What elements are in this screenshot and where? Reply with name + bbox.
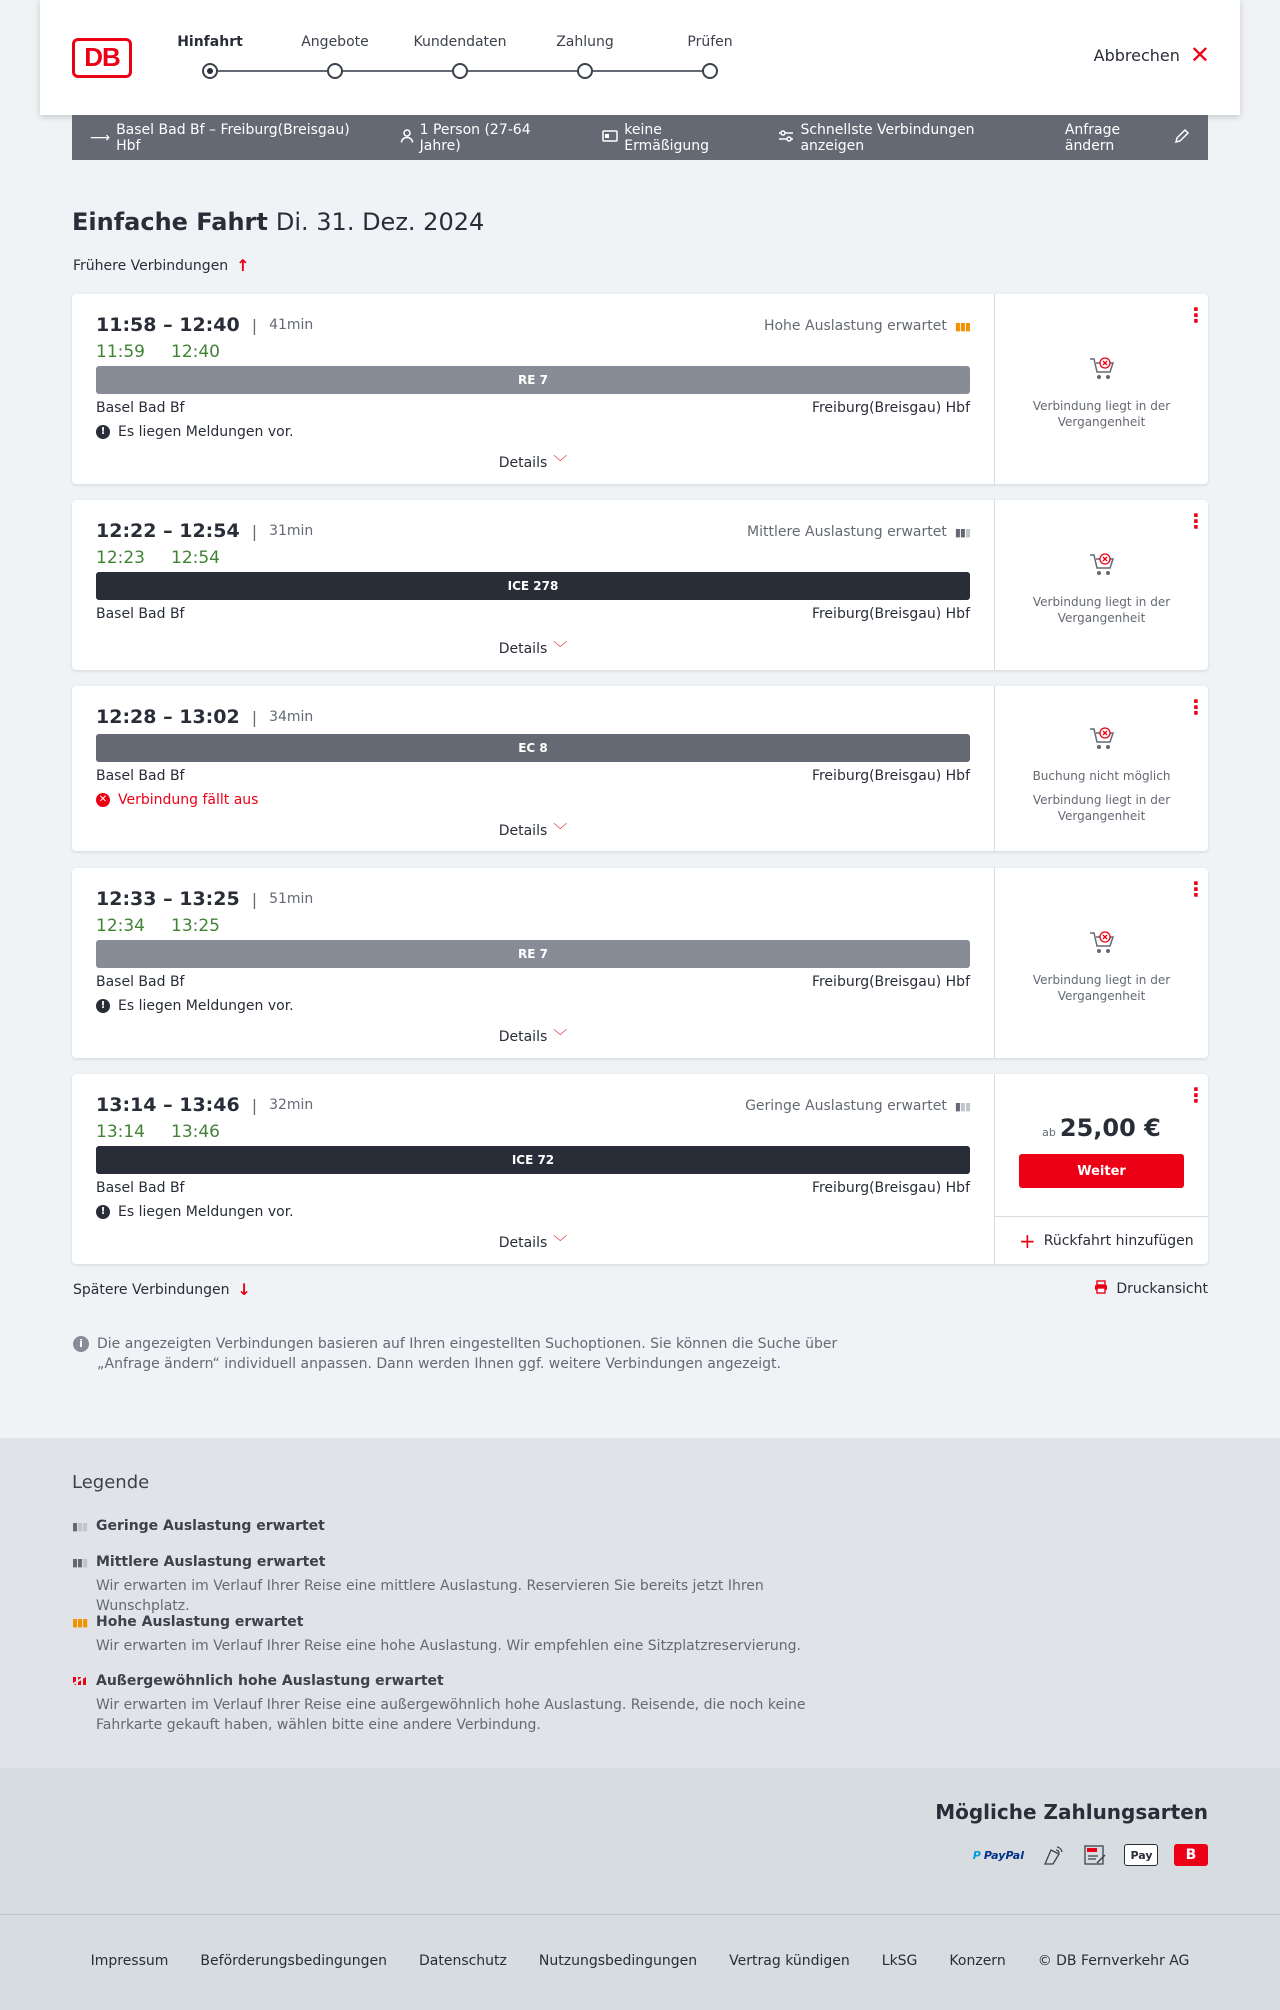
chevron-down-icon: ﹀: [553, 823, 568, 839]
duration: 51min: [269, 891, 314, 907]
paypal-p-icon: P: [972, 1848, 981, 1862]
payment-methods-section: [0, 1768, 1280, 1914]
booking-panel: [994, 686, 1208, 851]
page-title: [72, 208, 484, 236]
notice-text: Es liegen Meldungen vor.: [118, 424, 294, 440]
details-label: Details: [498, 455, 548, 471]
price-value: 25,00 €: [1059, 1114, 1161, 1142]
notice-text: Es liegen Meldungen vor.: [118, 998, 294, 1014]
cancel-button[interactable]: [1093, 41, 1210, 69]
separator: |: [251, 707, 258, 727]
separator: |: [251, 315, 258, 335]
step-label: Hinfahrt: [177, 34, 243, 50]
price-display: [995, 1114, 1208, 1142]
discount-info: [602, 122, 744, 154]
realtime-departure: 12:23: [96, 548, 145, 568]
step-dot: [202, 63, 218, 79]
duration: 34min: [269, 709, 314, 725]
realtime-times: [96, 342, 246, 362]
time-dash: –: [156, 706, 180, 728]
more-options-icon[interactable]: ⋮: [1186, 877, 1206, 901]
time-dash: –: [156, 1094, 180, 1116]
arrival-time: 12:40: [179, 314, 240, 336]
legend-title: Legende: [72, 1472, 150, 1493]
unavailable-box: [995, 726, 1208, 824]
step-hinfahrt: [150, 34, 270, 54]
arrow-up-icon: ↑: [236, 256, 250, 275]
legend-item-heading: [72, 1518, 325, 1534]
legend-item-desc: Wir erwarten im Verlauf Ihrer Reise eine außergewöhnlich hohe Auslastung. Reisende, die noch keine Fahrkarte gekauft haben, wählen bitte eine andere Verbindung.: [96, 1697, 806, 1733]
booking-panel: [994, 294, 1208, 484]
details-toggle[interactable]: [72, 820, 994, 840]
low-occupancy-icon: ▮▮▮: [72, 1519, 88, 1533]
scheduled-times: [96, 706, 313, 728]
legend-item-heading: [72, 1673, 852, 1689]
connection-info: [72, 294, 994, 484]
booking-panel: [994, 1074, 1208, 1264]
duration: 32min: [269, 1097, 314, 1113]
footer-link-datenschutz[interactable]: Datenschutz: [418, 1953, 507, 1969]
details-toggle[interactable]: [72, 452, 994, 472]
booking-header: [40, 0, 1240, 115]
later-label: Spätere Verbindungen: [73, 1281, 230, 1298]
step-dot: [702, 63, 718, 79]
card-icon: [602, 130, 618, 146]
copyright: © DB Fernverkehr AG: [1037, 1953, 1190, 1969]
departure-time: 12:28: [96, 706, 157, 728]
duration: 31min: [269, 523, 314, 539]
time-dash: –: [156, 888, 180, 910]
continue-button[interactable]: Weiter: [1019, 1154, 1184, 1188]
booking-panel: [994, 868, 1208, 1058]
step-dot: [452, 63, 468, 79]
footer-link-konzern[interactable]: Konzern: [949, 1953, 1006, 1969]
step-kundendaten[interactable]: [400, 34, 520, 54]
origin-station: Basel Bad Bf: [96, 974, 185, 990]
persons-label: 1 Person (27-64 Jahre): [419, 121, 531, 154]
legend-item-medium: [72, 1554, 852, 1616]
details-toggle[interactable]: [72, 638, 994, 658]
details-label: Details: [498, 641, 548, 657]
time-dash: –: [156, 314, 180, 336]
sepa-direct-debit-icon: [1082, 1844, 1108, 1866]
high-occupancy-icon: ▮▮▮: [72, 1615, 88, 1629]
apple-pay-logo: [1124, 1844, 1158, 1866]
realtime-arrival: 12:54: [171, 548, 220, 568]
payment-icons: [973, 1844, 1208, 1866]
step-zahlung[interactable]: [525, 34, 645, 54]
occupancy-label: Mittlere Auslastung erwartet: [747, 524, 947, 540]
legend-item-title: Hohe Auslastung erwartet: [96, 1614, 304, 1630]
query-summary-bar: [72, 115, 1208, 160]
credit-card-contactless-icon: [1040, 1844, 1066, 1866]
destination-station: Freiburg(Breisgau) Hbf: [811, 400, 970, 416]
notice-message: [96, 1204, 294, 1220]
legend-item-high: [72, 1614, 852, 1656]
train-bar[interactable]: ICE 72: [96, 1146, 970, 1174]
duration: 41min: [269, 317, 314, 333]
footer-link-vertrag-kuendigen[interactable]: Vertrag kündigen: [729, 1953, 850, 1969]
persons-info: [400, 122, 569, 154]
status-text: Verbindung liegt in der Vergangenheit: [1032, 595, 1171, 625]
time-dash: –: [156, 520, 180, 542]
chevron-down-icon: ﹀: [553, 1029, 568, 1045]
paypal-text: PayPal: [983, 1848, 1024, 1862]
connection-info: [72, 686, 994, 851]
scheduled-times: [96, 520, 313, 542]
more-options-icon[interactable]: ⋮: [1186, 695, 1206, 719]
scheduled-times: [96, 314, 313, 336]
booking-unavailable-text: Buchung nicht möglich: [1032, 769, 1171, 783]
cancellation-message: [96, 792, 258, 808]
status-text: Verbindung liegt in der Vergangenheit: [1032, 793, 1171, 823]
departure-time: 12:33: [96, 888, 157, 910]
separator: |: [251, 521, 258, 541]
fastest-info: [778, 122, 1030, 154]
arrival-time: 12:54: [179, 520, 240, 542]
separator: |: [251, 1095, 258, 1115]
print-view-button[interactable]: [1094, 1280, 1208, 1298]
occupancy-indicator: [764, 318, 970, 334]
scheduled-times: [96, 1094, 313, 1116]
notice-text: Es liegen Meldungen vor.: [118, 1204, 294, 1220]
later-connections-button[interactable]: [73, 1280, 251, 1299]
discount-label: keine Ermäßigung: [624, 121, 710, 154]
realtime-arrival: 12:40: [171, 342, 220, 362]
footer-link-befoerderungsbedingungen[interactable]: Beförderungsbedingungen: [200, 1953, 387, 1969]
cancellation-text: Verbindung fällt aus: [118, 792, 259, 808]
status-text: Verbindung liegt in der Vergangenheit: [1032, 399, 1171, 429]
arrival-time: 13:25: [179, 888, 240, 910]
change-query-label: Anfrage ändern: [1064, 121, 1121, 154]
print-label: Druckansicht: [1116, 1281, 1208, 1297]
legend-section: [0, 1438, 1280, 1768]
earlier-label: Frühere Verbindungen: [73, 257, 229, 274]
step-dot: [577, 63, 593, 79]
low-occupancy-icon: ▮▮▮: [954, 1099, 970, 1113]
cancel-circle-icon: ✕: [96, 793, 110, 807]
legend-item-heading: [72, 1614, 852, 1630]
fastest-label: Schnellste Verbindungen anzeigen: [800, 121, 975, 154]
step-pruefen[interactable]: [650, 34, 770, 54]
destination-station: Freiburg(Breisgau) Hbf: [811, 1180, 970, 1196]
connection-card: [72, 294, 1208, 484]
connection-card: [72, 868, 1208, 1058]
connection-card: [72, 686, 1208, 851]
exclamation-icon: !: [96, 425, 110, 439]
cart-unavailable-icon: [1088, 726, 1116, 756]
cancel-label: Abbrechen: [1093, 45, 1180, 65]
chevron-down-icon: ﹀: [553, 641, 568, 657]
info-icon: i: [73, 1336, 89, 1352]
trip-type: Einfache Fahrt: [72, 208, 268, 236]
connection-card: [72, 1074, 1208, 1264]
legend-item-title: Außergewöhnlich hohe Auslastung erwartet: [96, 1673, 444, 1689]
legend-item-title: Geringe Auslastung erwartet: [96, 1518, 325, 1534]
page-footer: [0, 1914, 1280, 2010]
occupancy-label: Geringe Auslastung erwartet: [745, 1098, 947, 1114]
exclamation-icon: !: [96, 999, 110, 1013]
realtime-times: [96, 548, 246, 568]
booking-panel: [994, 500, 1208, 670]
realtime-departure: 12:34: [96, 916, 145, 936]
cart-unavailable-icon: [1088, 356, 1116, 386]
db-voucher-icon: B: [1174, 1844, 1208, 1866]
departure-time: 11:58: [96, 314, 157, 336]
legend-item-heading: [72, 1554, 852, 1570]
origin-station: Basel Bad Bf: [96, 768, 185, 784]
train-bar[interactable]: RE 7: [96, 366, 970, 394]
filter-icon: [778, 130, 794, 146]
medium-occupancy-icon: ▮▮▮: [72, 1555, 88, 1569]
plus-icon: +: [1019, 1228, 1036, 1253]
arrival-time: 13:46: [179, 1094, 240, 1116]
pencil-icon: [1174, 128, 1190, 148]
unavailable-box: [995, 930, 1208, 1004]
printer-icon: [1094, 1280, 1108, 1298]
departure-time: 12:22: [96, 520, 157, 542]
connection-info: [72, 1074, 994, 1264]
more-options-icon[interactable]: ⋮: [1186, 303, 1206, 327]
departure-time: 13:14: [96, 1094, 157, 1116]
close-icon: ✕: [1189, 41, 1210, 69]
occupancy-indicator: [745, 1098, 970, 1114]
more-options-icon[interactable]: ⋮: [1186, 1083, 1206, 1107]
person-icon: [400, 129, 414, 147]
legend-item-title: Mittlere Auslastung erwartet: [96, 1554, 326, 1570]
separator: |: [251, 889, 258, 909]
apple-pay-text: Pay: [1130, 1848, 1153, 1862]
search-info-note: [73, 1334, 853, 1374]
unavailable-box: [995, 552, 1208, 626]
origin-station: Basel Bad Bf: [96, 1180, 185, 1196]
medium-occupancy-icon: ▮▮▮: [954, 525, 970, 539]
destination-station: Freiburg(Breisgau) Hbf: [811, 606, 970, 622]
realtime-arrival: 13:25: [171, 916, 220, 936]
details-label: Details: [498, 1029, 548, 1045]
origin-station: Basel Bad Bf: [96, 606, 185, 622]
connection-info: [72, 868, 994, 1058]
unavailable-box: [995, 356, 1208, 430]
status-text: Verbindung liegt in der Vergangenheit: [1032, 973, 1171, 1003]
footer-link-nutzungsbedingungen[interactable]: Nutzungsbedingungen: [538, 1953, 698, 1969]
destination-station: Freiburg(Breisgau) Hbf: [811, 768, 970, 784]
add-return-label: Rückfahrt hinzufügen: [1043, 1232, 1194, 1249]
step-label: Zahlung: [556, 34, 614, 50]
origin-station: Basel Bad Bf: [96, 400, 185, 416]
paypal-logo: [973, 1844, 1024, 1866]
realtime-departure: 11:59: [96, 342, 145, 362]
realtime-departure: 13:14: [96, 1122, 145, 1142]
cart-unavailable-icon: [1088, 552, 1116, 582]
add-return-trip-button[interactable]: [995, 1216, 1208, 1264]
chevron-down-icon: ﹀: [553, 1235, 568, 1251]
details-toggle[interactable]: [72, 1232, 994, 1252]
progress-steps: [177, 34, 780, 84]
more-options-icon[interactable]: ⋮: [1186, 509, 1206, 533]
trip-date: Di. 31. Dez. 2024: [275, 208, 485, 236]
connection-card: [72, 500, 1208, 670]
payment-title: Mögliche Zahlungsarten: [935, 1800, 1208, 1824]
step-label: Prüfen: [687, 34, 733, 50]
step-angebote[interactable]: [275, 34, 395, 54]
details-label: Details: [498, 823, 548, 839]
db-logo[interactable]: DB: [72, 38, 132, 78]
extreme-occupancy-icon: [72, 1674, 88, 1689]
details-toggle[interactable]: [72, 1026, 994, 1046]
scheduled-times: [96, 888, 313, 910]
train-bar[interactable]: ICE 278: [96, 572, 970, 600]
train-bar[interactable]: EC 8: [96, 734, 970, 762]
footer-link-impressum[interactable]: Impressum: [90, 1953, 169, 1969]
arrival-time: 13:02: [179, 706, 240, 728]
occupancy-indicator: [747, 524, 970, 540]
notice-message: [96, 424, 294, 440]
connection-info: [72, 500, 994, 670]
high-occupancy-icon: ▮▮▮: [954, 319, 970, 333]
chevron-down-icon: ﹀: [553, 455, 568, 471]
step-dot: [327, 63, 343, 79]
route-info: [90, 122, 366, 154]
arrow-right-icon: ⟶: [90, 129, 111, 146]
notice-message: [96, 998, 294, 1014]
price-prefix: ab: [1042, 1126, 1056, 1139]
legend-item-low: [72, 1518, 325, 1534]
exclamation-icon: !: [96, 1205, 110, 1219]
legend-item-desc: Wir erwarten im Verlauf Ihrer Reise eine hohe Auslastung. Wir empfehlen eine Sitzplatzreservierung.: [96, 1638, 801, 1654]
earlier-connections-button[interactable]: [73, 256, 250, 275]
route-label: Basel Bad Bf – Freiburg(Breisgau) Hbf: [116, 121, 350, 154]
step-label: Angebote: [301, 34, 369, 50]
change-query-button[interactable]: [1065, 122, 1190, 154]
footer-link-lksg[interactable]: LkSG: [881, 1953, 918, 1969]
train-bar[interactable]: RE 7: [96, 940, 970, 968]
arrow-down-icon: ↓: [237, 1280, 251, 1299]
footer-links: [0, 1953, 1280, 1969]
destination-station: Freiburg(Breisgau) Hbf: [811, 974, 970, 990]
realtime-times: [96, 916, 246, 936]
step-label: Kundendaten: [413, 34, 507, 50]
info-text: Die angezeigten Verbindungen basieren auf Ihren eingestellten Suchoptionen. Sie können die Suche über „Anfrage ändern“ individuell anpassen. Dann werden Ihnen ggf. weitere Verbindungen angezeigt.: [97, 1336, 838, 1372]
legend-item-extreme: [72, 1673, 852, 1735]
details-label: Details: [498, 1235, 548, 1251]
realtime-times: [96, 1122, 246, 1142]
realtime-arrival: 13:46: [171, 1122, 220, 1142]
occupancy-label: Hohe Auslastung erwartet: [763, 318, 947, 334]
legend-item-desc: Wir erwarten im Verlauf Ihrer Reise eine mittlere Auslastung. Reservieren Sie bereits jetzt Ihren Wunschplatz.: [96, 1578, 764, 1614]
cart-unavailable-icon: [1088, 930, 1116, 960]
